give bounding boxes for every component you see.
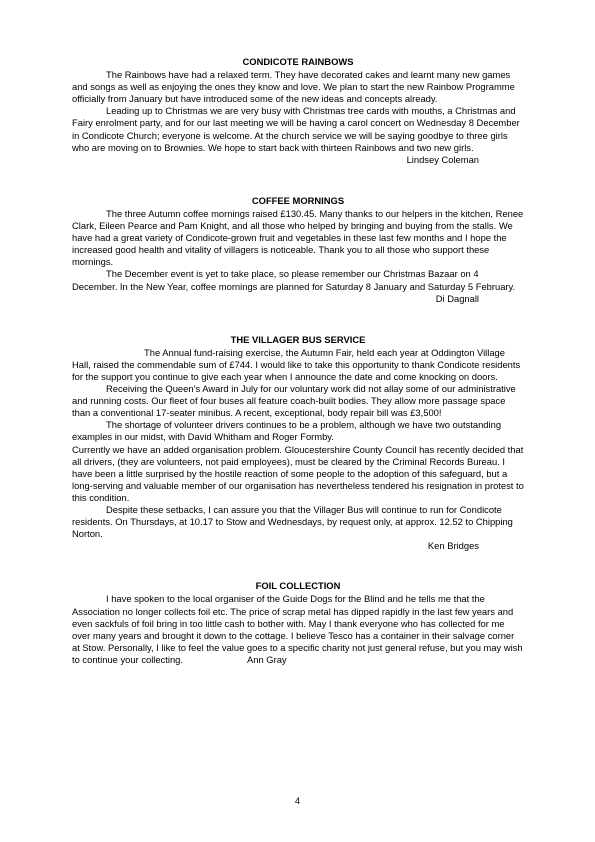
signature: Ann Gray: [247, 653, 287, 665]
paragraph: [72, 593, 524, 666]
section-condicote-rainbows: [72, 56, 524, 166]
section-title: COFFEE MORNINGS: [251, 194, 345, 206]
paragraph: The three Autumn coffee mornings raised £130.45. Many thanks to our helpers in the kitchen, Renee Clark, Eileen Pearce and Pam Knight, and all those who helped by bringing and buying from the stalls. We have had a great variety of Condicote-grown fruit and vegetables in these last few months and I hope the increased good health and vitality of villagers is noticeable. Thank you to all those who support these mornings.: [72, 207, 524, 268]
section-foil-collection: [72, 580, 524, 666]
paragraph: The shortage of volunteer drivers continues to be a problem, although we have two outstanding examples in our midst, with David Whitham and Roger Formby.: [72, 419, 502, 443]
page-number: 4: [294, 795, 301, 806]
section-title: CONDICOTE RAINBOWS: [242, 56, 354, 67]
paragraph: The Rainbows have had a relaxed term. They have decorated cakes and learnt many new games and songs as well as enjoying the ones they know and love. We plan to start the new Rainbow Programme officially from January but have introduced some of the new ideas and concepts already.: [72, 69, 515, 105]
paragraph: The December event is yet to take place, so please remember our Christmas Bazaar on 4 December. In the New Year, coffee mornings are planned for Saturday 8 January and Saturday 5 February.: [72, 268, 516, 292]
signature: Ken Bridges: [427, 540, 479, 552]
paragraph: Leading up to Christmas we are very busy with Christmas tree cards with mouths, a Christmas and Fairy enrolment party, and for our last meeting we will be having a carol concert on Wednesday 8 December in Condicote Church; everyone is welcome. At the church service we will be saying goodbye to three girls who are moving on to Brownies. We hope to start back with thirteen Rainbows and two new girls.: [72, 105, 520, 153]
paragraph: Currently we have an added organisation problem. Gloucestershire County Council has recently decided that all drivers, (they are volunteers, not paid employees), must be cleared by the Criminal Records Bureau. I have been a little surprised by the hostile reaction of some people to the adoption of this safeguard, but a long-serving and valuable member of our organisation has nevertheless tendered his resignation in protest to this condition.: [72, 443, 524, 503]
paragraph: Receiving the Queen’s Award in July for our voluntary work did not allay some of our administrative and running costs. Our fleet of four buses all feature coach-built bodies. They allow more passage space than a conventional 17-seater minibus. A recent, exceptional, body repair bill was £3,500!: [72, 383, 516, 419]
paragraph: The Annual fund-raising exercise, the Autumn Fair, held each year at Oddington Village Hall, raised the commendable sum of £744. I would like to take this opportunity to thank Condicote residents for the support you continue to give each year when I announce the date and come knocking on doors.: [72, 346, 521, 382]
signature: Di Dagnall: [435, 292, 479, 304]
signature: Lindsey Coleman: [406, 153, 479, 165]
page-content: [72, 56, 524, 666]
section-title: FOIL COLLECTION: [255, 580, 341, 592]
paragraph: Despite these setbacks, I can assure you that the Villager Bus will continue to run for Condicote residents. On Thursdays, at 10.17 to Stow and Wednesdays, by request only, at approx. 12.52 to Chipping Norton.: [72, 504, 513, 540]
section-title: THE VILLAGER BUS SERVICE: [230, 333, 366, 345]
section-coffee-mornings: [72, 195, 524, 305]
paragraph-text: I have spoken to the local organiser of the Guide Dogs for the Blind and he tells me that the Association no longer collects foil etc. The price of scrap metal has dipped rapidly in the last few years and even sackfuls of foil bring in too little cash to bother with. May I thank everyone who has collected for me over many years and brought it down to the cottage. I believe Tesco has a container in their salvage corner at Stow. Personally, I like to feel the value goes to a specific charity not just general refuse, but you may wish to continue your collecting.: [72, 593, 523, 665]
section-villager-bus-service: [72, 334, 524, 553]
